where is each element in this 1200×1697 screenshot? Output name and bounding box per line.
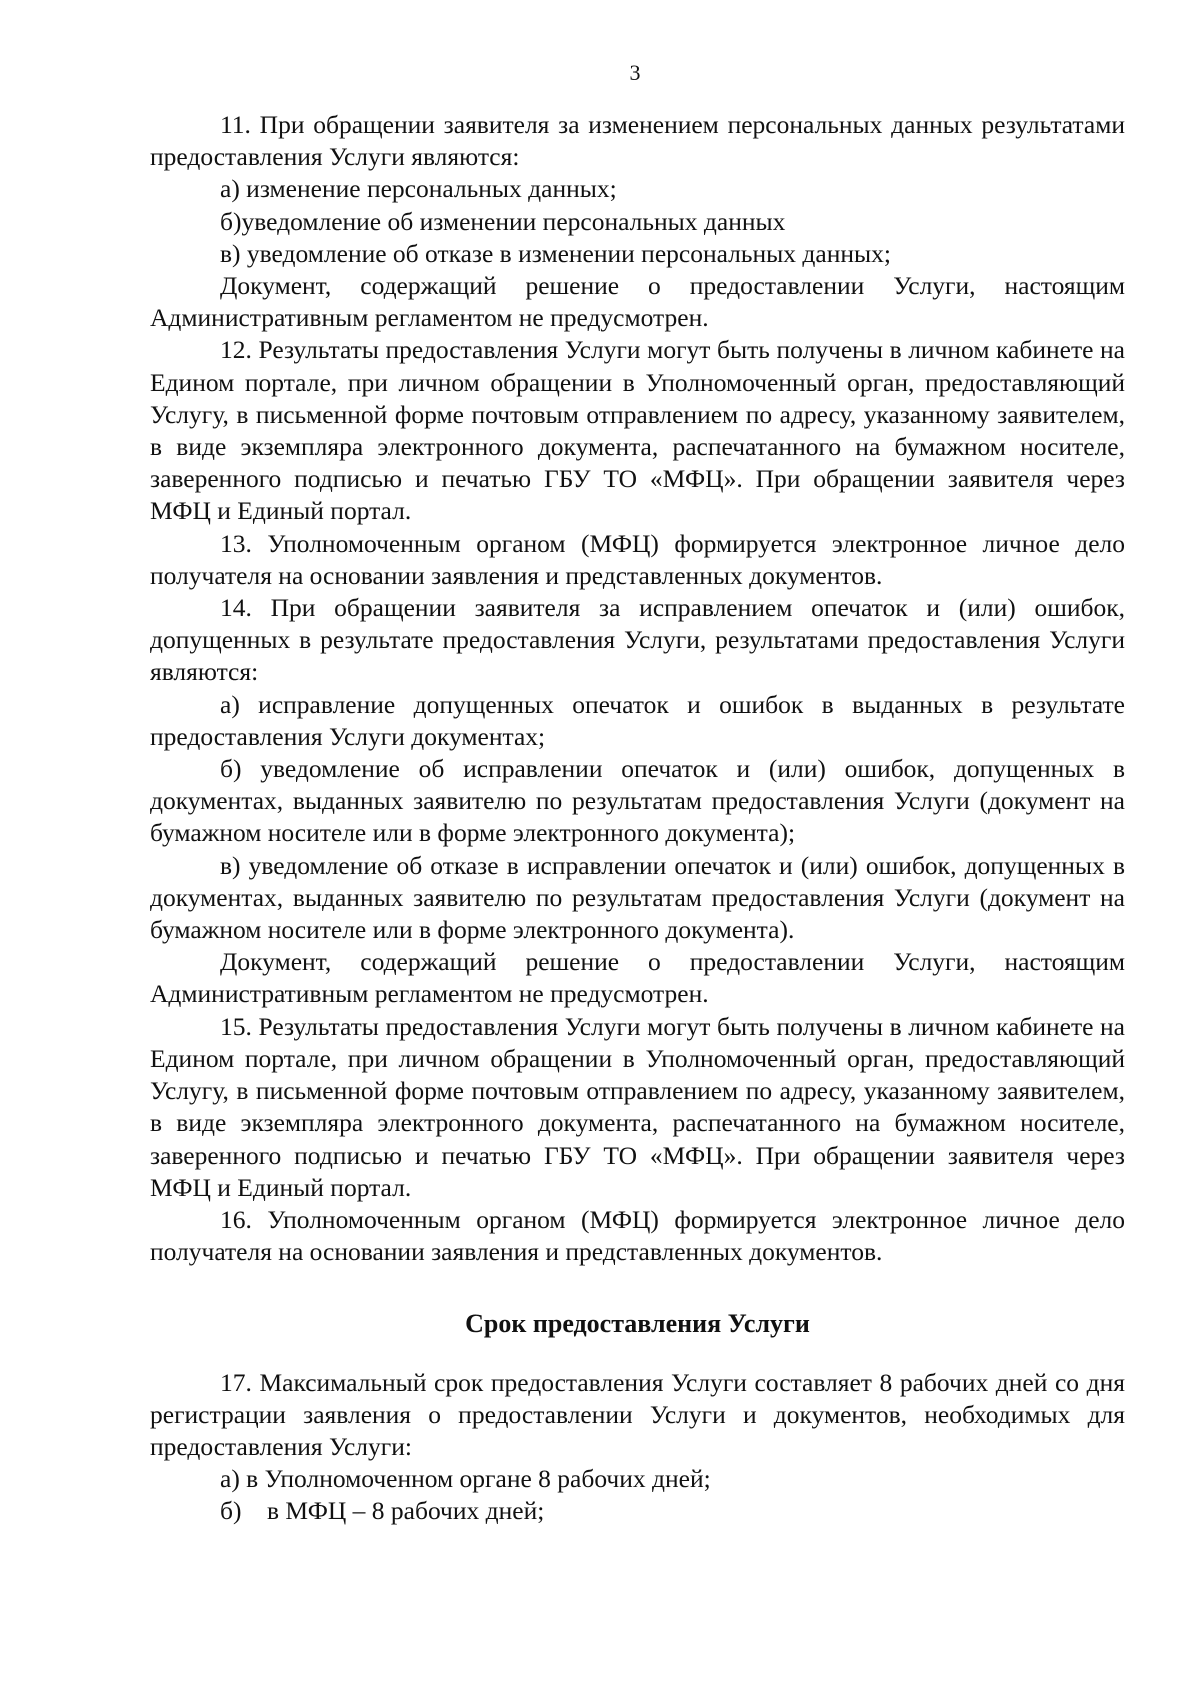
paragraph-15: 15. Результаты предоставления Услуги могут быть получены в личном кабинете на Едином портале, при личном обращении в Уполномоченный орган, предоставляющий Услугу, в письменной форме почтовым отправлением по адресу, указанному заявителем, в виде экземпляра электронного документа, распечатанного на бумажном носителе, заверенного подписью и печатью ГБУ ТО «МФЦ». При обращении заявителя через МФЦ и Единый портал. — [150, 1011, 1125, 1202]
list-item-11c: в) уведомление об отказе в изменении персональных данных; — [220, 238, 891, 268]
document-body — [150, 109, 1125, 1528]
page-number: 3 — [629, 60, 641, 85]
list-item-17b: б) в МФЦ – 8 рабочих дней; — [220, 1496, 545, 1526]
list-item-14b: б) уведомление об исправлении опечаток и (или) ошибок, допущенных в документах, выданных заявителю по результатам предоставления Услуги (документ на бумажном носителе или в форме электронного документа); — [150, 754, 1125, 848]
paragraph-16: 16. Уполномоченным органом (МФЦ) формируется электронное личное дело получателя на основании заявления и представленных документов. — [150, 1204, 1125, 1267]
paragraph-14: 14. При обращении заявителя за исправлением опечаток и (или) ошибок, допущенных в результате предоставления Услуги, результатами предоставления Услуги являются: — [150, 593, 1125, 687]
list-item-14a: а) исправление допущенных опечаток и ошибок в выданных в результате предоставления Услуги документах; — [150, 689, 1125, 751]
list-item-17a: а) в Уполномоченном органе 8 рабочих дней; — [220, 1464, 711, 1494]
list-item-14c: в) уведомление об отказе в исправлении опечаток и (или) ошибок, допущенных в документах, выданных заявителю по результатам предоставления Услуги (документ на бумажном носителе или в форме электронного документа). — [150, 850, 1125, 945]
paragraph-12: 12. Результаты предоставления Услуги могут быть получены в личном кабинете на Едином портале, при личном обращении в Уполномоченный орган, предоставляющий Услугу, в письменной форме почтовым отправлением по адресу, указанному заявителем, в виде экземпляра электронного документа, распечатанного на бумажном носителе, заверенного подписью и печатью ГБУ ТО «МФЦ». При обращении заявителя через МФЦ и Единый портал. — [150, 335, 1125, 526]
paragraph-document-note-2: Документ, содержащий решение о предоставлении Услуги, настоящим Административным регламентом не предусмотрен. — [150, 947, 1125, 1009]
list-item-11b: б)уведомление об изменении персональных данных — [220, 206, 786, 236]
paragraph-11: 11. При обращении заявителя за изменением персональных данных результатами предоставления Услуги являются: — [150, 110, 1125, 172]
list-item-11a: а) изменение персональных данных; — [220, 174, 617, 204]
paragraph-17: 17. Максимальный срок предоставления Услуги составляет 8 рабочих дней со дня регистрации заявления о предоставлении Услуги и документов, необходимых для предоставления Услуги: — [150, 1367, 1125, 1461]
paragraph-document-note-1: Документ, содержащий решение о предоставлении Услуги, настоящим Административным регламентом не предусмотрен. — [150, 271, 1125, 333]
paragraph-13: 13. Уполномоченным органом (МФЦ) формируется электронное личное дело получателя на основании заявления и представленных документов. — [150, 528, 1125, 590]
section-heading: Срок предоставления Услуги — [465, 1309, 810, 1339]
